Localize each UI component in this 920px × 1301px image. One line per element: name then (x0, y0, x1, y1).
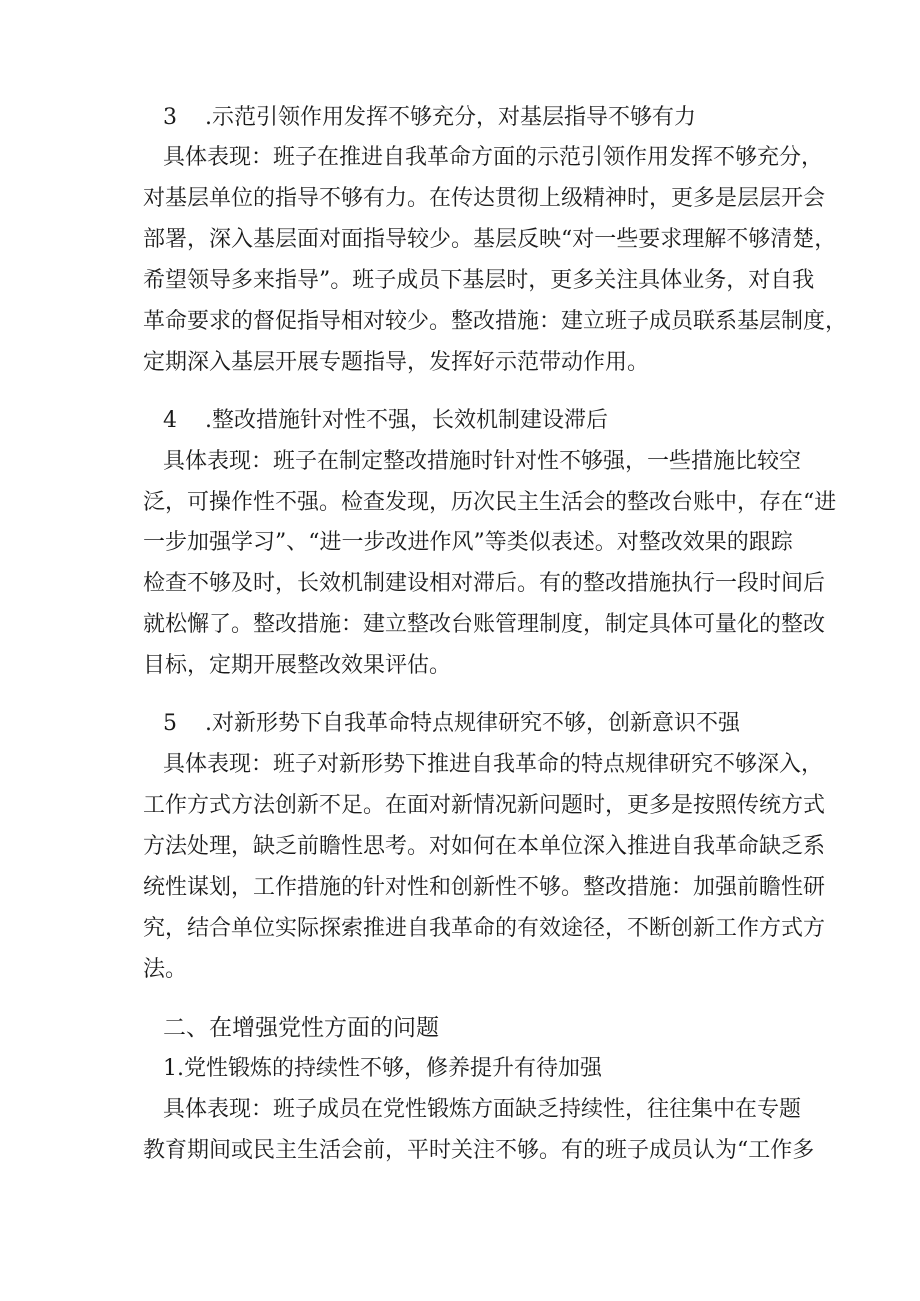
paragraph-line: 具体表现：班子在推进自我革命方面的示范引领作用发挥不够充分， (163, 145, 824, 170)
item-heading (163, 103, 781, 133)
paragraph-line: 泛，可操作性不强。检查发现，历次民主生活会的整改台账中，存在“进 (143, 490, 837, 515)
paragraph-line: 教育期间或民主生活会前，平时关注不够。有的班子成员认为“工作多 (143, 1138, 815, 1163)
paragraph-line: 目标，定期开展整改效果评估。 (143, 653, 452, 678)
paragraph-line: 就松懈了。整改措施：建立整改台账管理制度，制定具体可量化的整改 (143, 612, 826, 637)
item-title: .对新形势下自我革命特点规律研究不够，创新意识不强 (205, 711, 740, 736)
paragraph-line: 检查不够及时，长效机制建设相对滞后。有的整改措施执行一段时间后 (143, 571, 826, 596)
paragraph-line: 定期深入基层开展专题指导，发挥好示范带动作用。 (143, 350, 650, 375)
paragraph-line: 革命要求的督促指导相对较少。整改措施：建立班子成员联系基层制度， (143, 309, 848, 334)
paragraph-line: 统性谋划，工作措施的针对性和创新性不够。整改措施：加强前瞻性研 (143, 875, 826, 900)
paragraph-line: 对基层单位的指导不够有力。在传达贯彻上级精神时，更多是层层开会 (143, 186, 826, 211)
paragraph-line: 方法处理，缺乏前瞻性思考。对如何在本单位深入推进自我革命缺乏系 (143, 834, 826, 859)
paragraph-line: 一步加强学习”、“进一步改进作风”等类似表述。对整改效果的跟踪 (143, 530, 793, 555)
item-number: 5 (163, 711, 177, 736)
section-heading: 二、在增强党性方面的问题 (163, 1015, 439, 1041)
item-number: 3 (163, 105, 177, 130)
item-heading (163, 406, 781, 436)
paragraph-line: 法。 (143, 957, 188, 982)
item-heading: 1.党性锻炼的持续性不够，修养提升有待加强 (163, 1056, 602, 1081)
paragraph-line: 部署，深入基层面对面指导较少。基层反映“对一些要求理解不够清楚， (143, 227, 837, 252)
paragraph-line: 究，结合单位实际探索推进自我革命的有效途径，不断创新工作方式方 (143, 916, 826, 941)
item-title: .示范引领作用发挥不够充分，对基层指导不够有力 (205, 105, 696, 130)
paragraph-line: 具体表现：班子在制定整改措施时针对性不够强，一些措施比较空 (163, 449, 802, 474)
item-number: 4 (163, 408, 177, 433)
item-title: .整改措施针对性不强，长效机制建设滞后 (205, 408, 608, 433)
paragraph-line: 具体表现：班子对新形势下推进自我革命的特点规律研究不够深入， (163, 752, 824, 777)
paragraph-line: 具体表现：班子成员在党性锻炼方面缺乏持续性，往往集中在专题 (163, 1097, 802, 1122)
paragraph-line: 工作方式方法创新不足。在面对新情况新问题时，更多是按照传统方式 (143, 793, 826, 818)
paragraph-line: 希望领导多来指导”。班子成员下基层时，更多关注具体业务，对自我 (143, 268, 815, 293)
item-heading (163, 709, 781, 739)
